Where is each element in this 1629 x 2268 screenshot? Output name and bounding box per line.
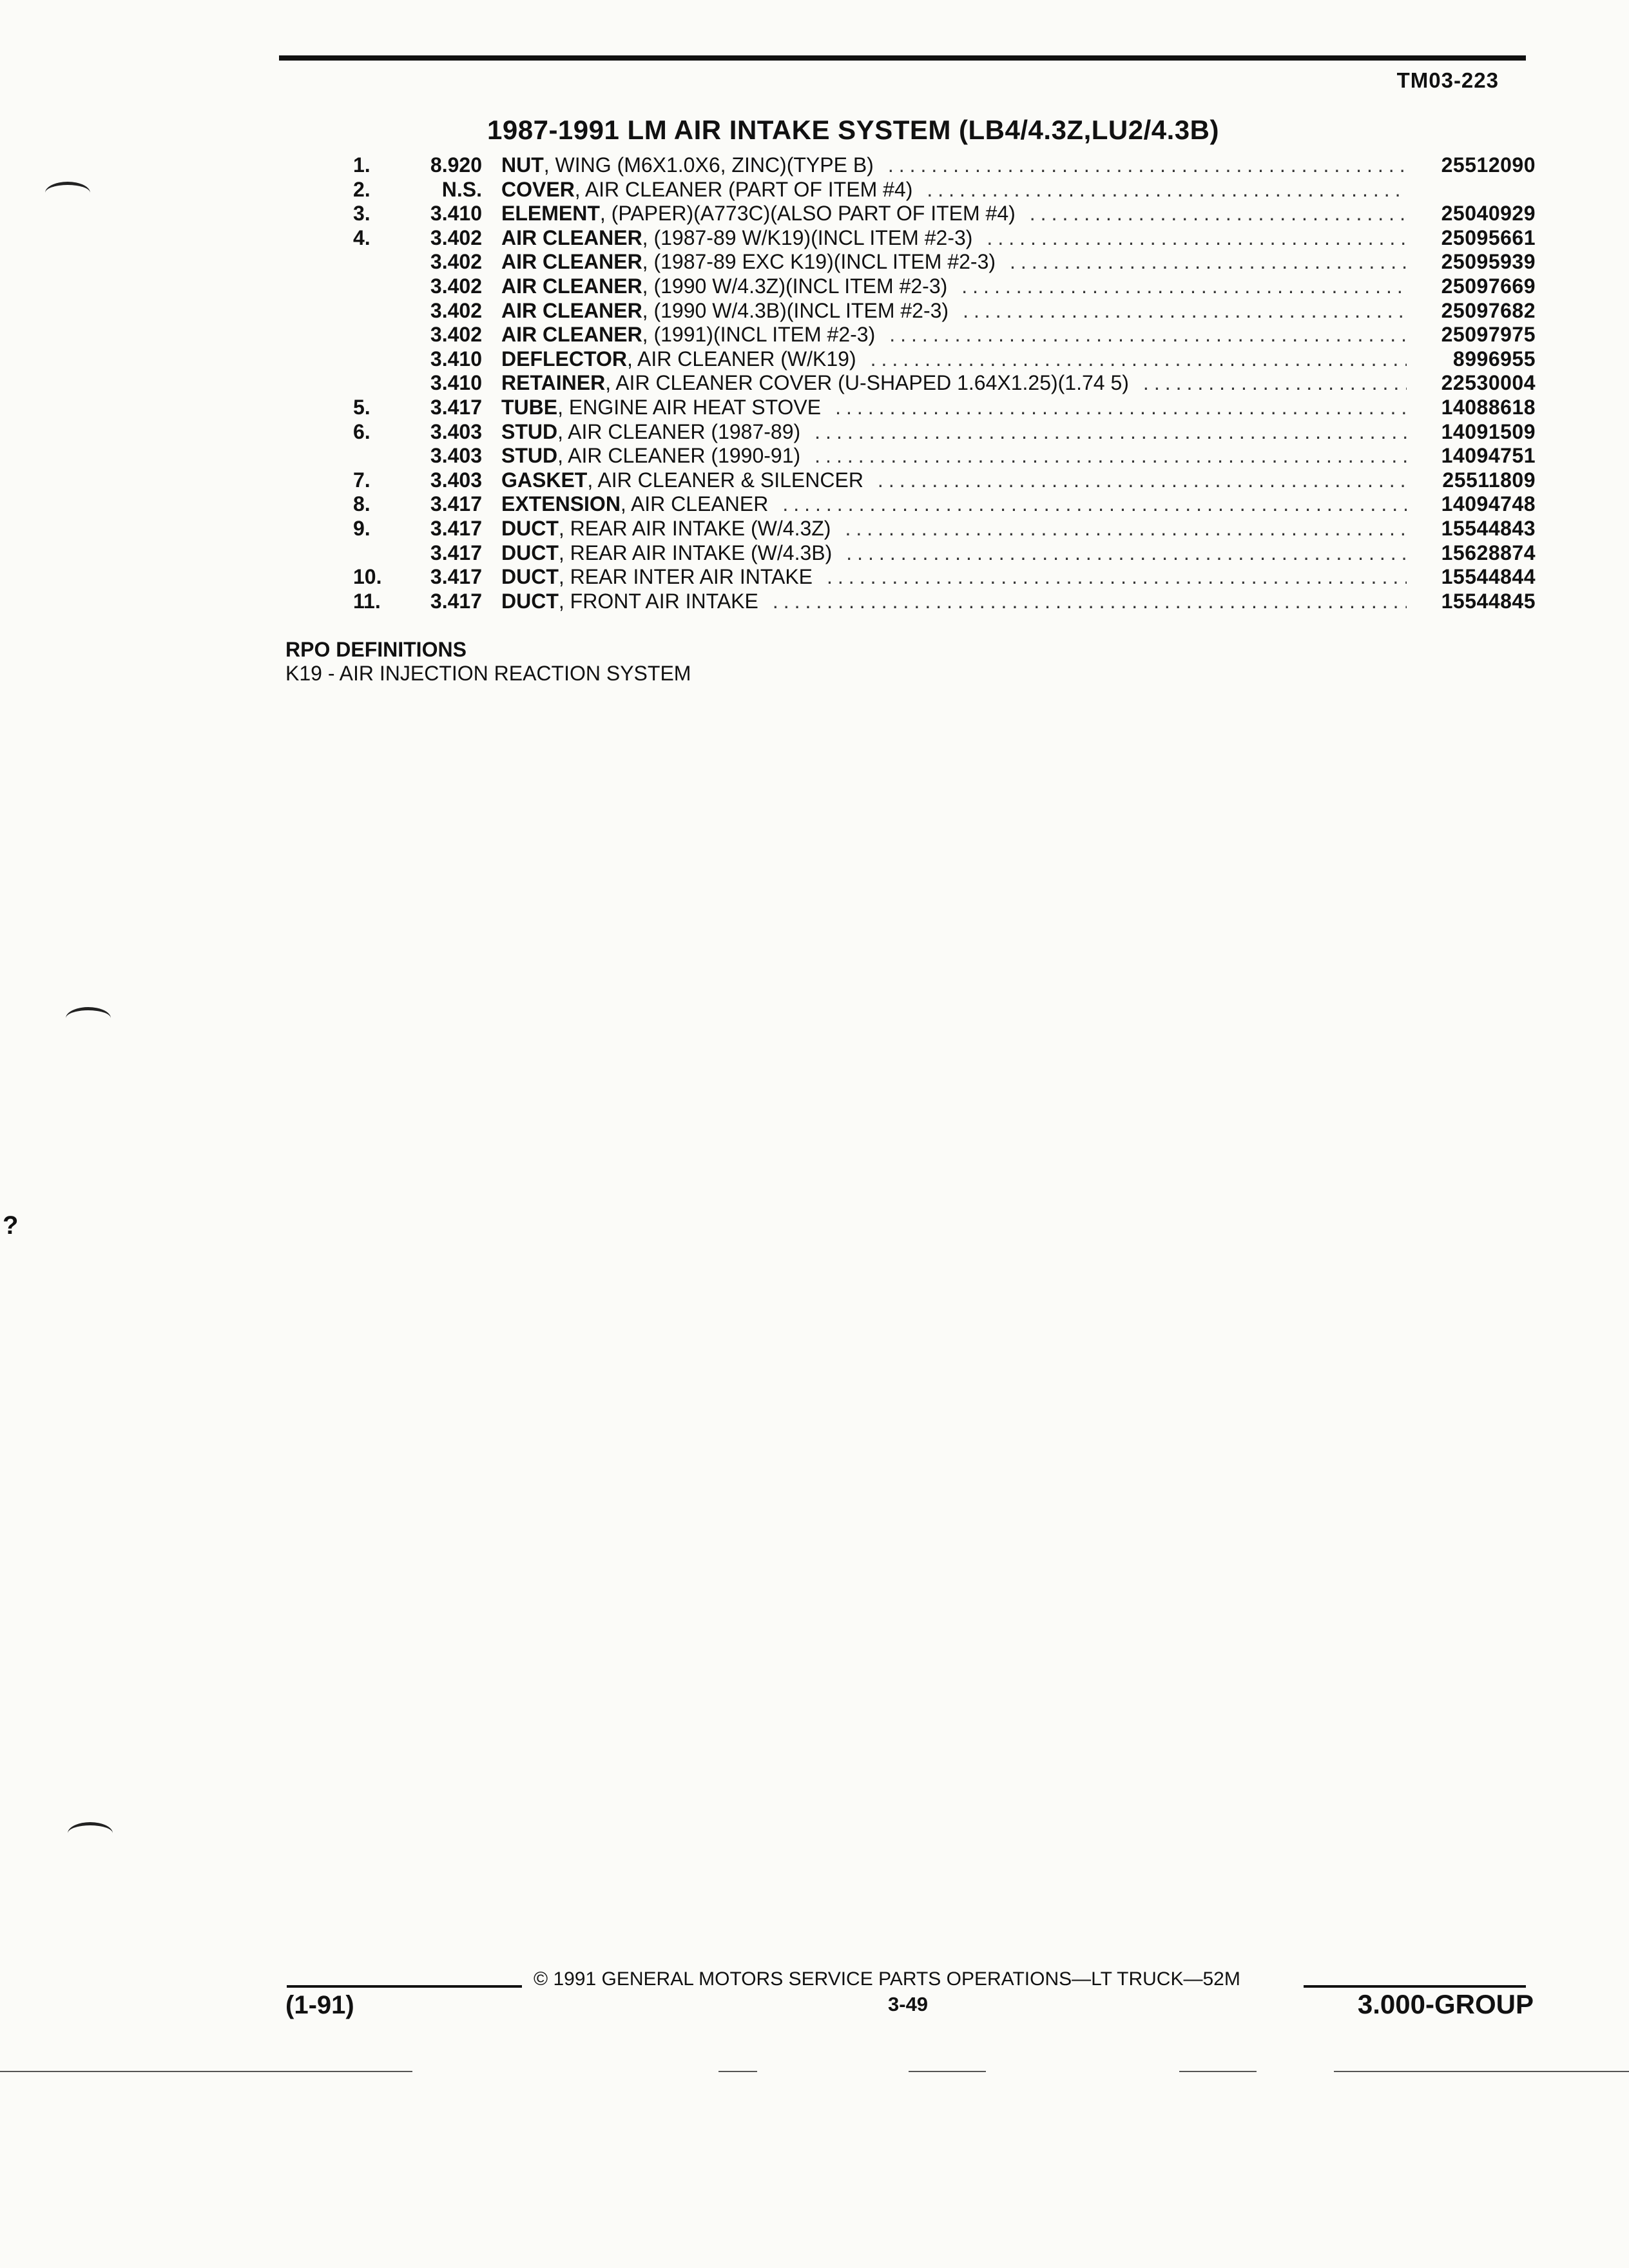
part-number: 25511809 [1442, 468, 1536, 492]
part-name: DEFLECTOR [501, 347, 627, 370]
part-number: 8996955 [1452, 347, 1536, 370]
item-number: 10. [353, 565, 382, 589]
part-description [501, 396, 1407, 420]
parts-row [353, 299, 1536, 323]
parts-row [353, 153, 1536, 178]
part-number: 22530004 [1441, 371, 1536, 395]
group-number: 3.417 [430, 492, 482, 516]
parts-row [353, 347, 1536, 372]
part-name: DUCT [501, 565, 559, 589]
leader-dots [856, 347, 1407, 372]
footer-rule-right [1304, 1985, 1526, 1988]
parts-row [353, 468, 1536, 493]
item-number: 1. [353, 153, 371, 177]
part-detail: , AIR CLEANER (PART OF ITEM #4) [574, 177, 913, 201]
parts-row [353, 371, 1536, 396]
part-description [501, 347, 1407, 372]
part-detail: , (PAPER)(A773C)(ALSO PART OF ITEM #4) [599, 202, 1016, 226]
part-description [501, 565, 1407, 590]
part-number: 25097669 [1441, 274, 1536, 298]
parts-row [353, 274, 1536, 299]
part-number: 15544845 [1441, 589, 1536, 613]
part-description [501, 517, 1407, 541]
part-number: 25097682 [1441, 298, 1536, 322]
leader-dots [972, 226, 1407, 251]
leader-dots [947, 274, 1407, 299]
part-detail: , AIR CLEANER (1990-91) [557, 444, 801, 468]
item-number: 6. [353, 419, 371, 443]
group-number: 3.417 [430, 589, 482, 613]
leader-dots [874, 153, 1407, 178]
part-detail: , REAR AIR INTAKE (W/4.3B) [558, 541, 833, 564]
part-number: 25095661 [1441, 226, 1536, 249]
group-number: 3.410 [430, 347, 482, 370]
part-description [501, 590, 1407, 614]
item-number: 11. [353, 589, 381, 613]
part-name: AIR CLEANER [501, 274, 642, 298]
part-name: GASKET [501, 468, 588, 492]
group-number: 8.920 [430, 153, 482, 177]
item-number: 4. [353, 226, 371, 249]
part-name: COVER [501, 177, 575, 201]
group-number: 3.403 [430, 419, 482, 443]
parts-row [353, 396, 1536, 420]
page-title [0, 115, 1629, 146]
part-name: DUCT [501, 516, 559, 540]
part-number: 14094751 [1441, 444, 1536, 468]
parts-row [353, 202, 1536, 226]
page-title-text: 1987-1991 LM AIR INTAKE SYSTEM (LB4/4.3Z,LU2/4.3B) [487, 115, 1219, 145]
part-description [501, 226, 1407, 251]
part-name: DUCT [501, 589, 559, 613]
part-name: TUBE [501, 395, 558, 419]
group-number: 3.417 [430, 395, 482, 419]
part-description [501, 250, 1407, 274]
part-detail: , WING (M6X1.0X6, ZINC)(TYPE B) [543, 153, 874, 177]
leader-dots [996, 250, 1407, 274]
part-name: NUT [501, 153, 544, 177]
part-description [501, 420, 1407, 445]
parts-row [353, 178, 1536, 202]
part-description [501, 444, 1407, 468]
header-rule [279, 55, 1526, 61]
part-description [501, 541, 1407, 566]
parts-list [353, 153, 1536, 613]
footer-rule-left [287, 1985, 522, 1988]
part-detail: , (1990 W/4.3Z)(INCL ITEM #2-3) [642, 274, 948, 298]
leader-dots [800, 420, 1407, 445]
parts-row [353, 323, 1536, 347]
part-name: STUD [501, 419, 558, 443]
group-number: 3.417 [430, 565, 482, 589]
leader-dots [831, 517, 1407, 541]
parts-row [353, 590, 1536, 614]
part-description [501, 153, 1407, 178]
part-number: 25097975 [1441, 323, 1536, 347]
part-description [501, 178, 1407, 202]
parts-row [353, 492, 1536, 517]
part-description [501, 202, 1407, 226]
part-name: EXTENSION [501, 492, 621, 516]
copyright-notice: © 1991 GENERAL MOTORS SERVICE PARTS OPERATIONS—LT TRUCK—52M [534, 1968, 1240, 1990]
part-description [501, 323, 1407, 347]
group-number: 3.417 [430, 516, 482, 540]
group-number: 3.402 [430, 250, 482, 274]
part-number: 14094748 [1441, 492, 1536, 516]
part-detail: , AIR CLEANER (1987-89) [557, 419, 801, 443]
group-number: 3.402 [430, 323, 482, 347]
edge-mark: ? [3, 1211, 19, 1240]
part-description [501, 299, 1407, 323]
rpo-definition: K19 - AIR INJECTION REACTION SYSTEM [285, 662, 691, 685]
part-description [501, 468, 1407, 493]
group-code: 3.000-GROUP [1357, 1989, 1534, 2019]
part-name: AIR CLEANER [501, 298, 642, 322]
part-name: STUD [501, 444, 558, 468]
part-number: 25040929 [1441, 202, 1536, 226]
parts-row [353, 444, 1536, 468]
parts-row [353, 250, 1536, 274]
leader-dots [863, 468, 1407, 493]
part-description [501, 492, 1407, 517]
scan-edge-line [909, 2071, 986, 2072]
scan-edge-line [718, 2071, 757, 2072]
part-detail: , AIR CLEANER & SILENCER [587, 468, 863, 492]
part-detail: , REAR INTER AIR INTAKE [558, 565, 813, 589]
document-code: TM03-223 [1396, 68, 1499, 92]
leader-dots [1129, 371, 1407, 396]
scan-edge-line [1179, 2071, 1257, 2072]
parts-row [353, 541, 1536, 566]
group-number: 3.410 [430, 371, 482, 395]
part-number: 25095939 [1441, 250, 1536, 274]
part-name: ELEMENT [501, 202, 600, 226]
page-number: 3-49 [888, 1993, 929, 2015]
part-detail: , REAR AIR INTAKE (W/4.3Z) [558, 516, 831, 540]
group-number: N.S. [441, 177, 482, 201]
part-detail: , ENGINE AIR HEAT STOVE [557, 395, 822, 419]
part-number: 14091509 [1441, 419, 1536, 443]
part-name: AIR CLEANER [501, 250, 642, 274]
item-number: 8. [353, 492, 371, 516]
part-detail: , FRONT AIR INTAKE [558, 589, 758, 613]
part-name: AIR CLEANER [501, 323, 642, 347]
group-number: 3.402 [430, 226, 482, 249]
group-number: 3.417 [430, 541, 482, 564]
item-number: 3. [353, 202, 371, 226]
part-name: AIR CLEANER [501, 226, 642, 249]
part-number: 15544844 [1441, 565, 1536, 589]
leader-dots [832, 541, 1407, 566]
item-number: 2. [353, 177, 371, 201]
scan-edge-line [1334, 2071, 1629, 2072]
parts-row [353, 565, 1536, 590]
part-description [501, 274, 1407, 299]
date-code: (1-91) [285, 1991, 354, 2019]
part-detail: , (1987-89 EXC K19)(INCL ITEM #2-3) [642, 250, 996, 274]
group-number: 3.403 [430, 468, 482, 492]
leader-dots [758, 590, 1407, 614]
part-detail: , AIR CLEANER COVER (U-SHAPED 1.64X1.25)(1.74 5) [605, 371, 1129, 395]
scan-edge-line [0, 2071, 412, 2072]
parts-row [353, 517, 1536, 541]
binder-hole-mark [45, 182, 90, 204]
binder-hole-mark [68, 1822, 113, 1845]
part-detail: , (1990 W/4.3B)(INCL ITEM #2-3) [642, 298, 949, 322]
part-number: 14088618 [1441, 395, 1536, 419]
binder-hole-mark [66, 1007, 111, 1030]
part-number: 15544843 [1441, 516, 1536, 540]
part-detail: , AIR CLEANER (W/K19) [626, 347, 856, 370]
leader-dots [813, 565, 1407, 590]
group-number: 3.402 [430, 274, 482, 298]
item-number: 9. [353, 516, 371, 540]
leader-dots [800, 444, 1407, 468]
leader-dots [821, 396, 1407, 420]
part-description [501, 371, 1407, 396]
parts-row [353, 226, 1536, 251]
rpo-heading: RPO DEFINITIONS [285, 638, 467, 661]
part-number: 15628874 [1441, 541, 1536, 564]
part-detail: , (1991)(INCL ITEM #2-3) [642, 323, 876, 347]
part-detail: , (1987-89 W/K19)(INCL ITEM #2-3) [642, 226, 973, 249]
item-number: 7. [353, 468, 371, 492]
group-number: 3.402 [430, 298, 482, 322]
part-name: DUCT [501, 541, 559, 564]
part-detail: , AIR CLEANER [620, 492, 769, 516]
leader-dots [949, 299, 1407, 323]
item-number: 5. [353, 395, 371, 419]
part-number: 25512090 [1441, 153, 1536, 177]
leader-dots [912, 178, 1407, 202]
group-number: 3.403 [430, 444, 482, 468]
leader-dots [1016, 202, 1407, 226]
leader-dots [768, 492, 1407, 517]
group-number: 3.410 [430, 202, 482, 226]
parts-row [353, 420, 1536, 445]
part-name: RETAINER [501, 371, 606, 395]
leader-dots [875, 323, 1407, 347]
